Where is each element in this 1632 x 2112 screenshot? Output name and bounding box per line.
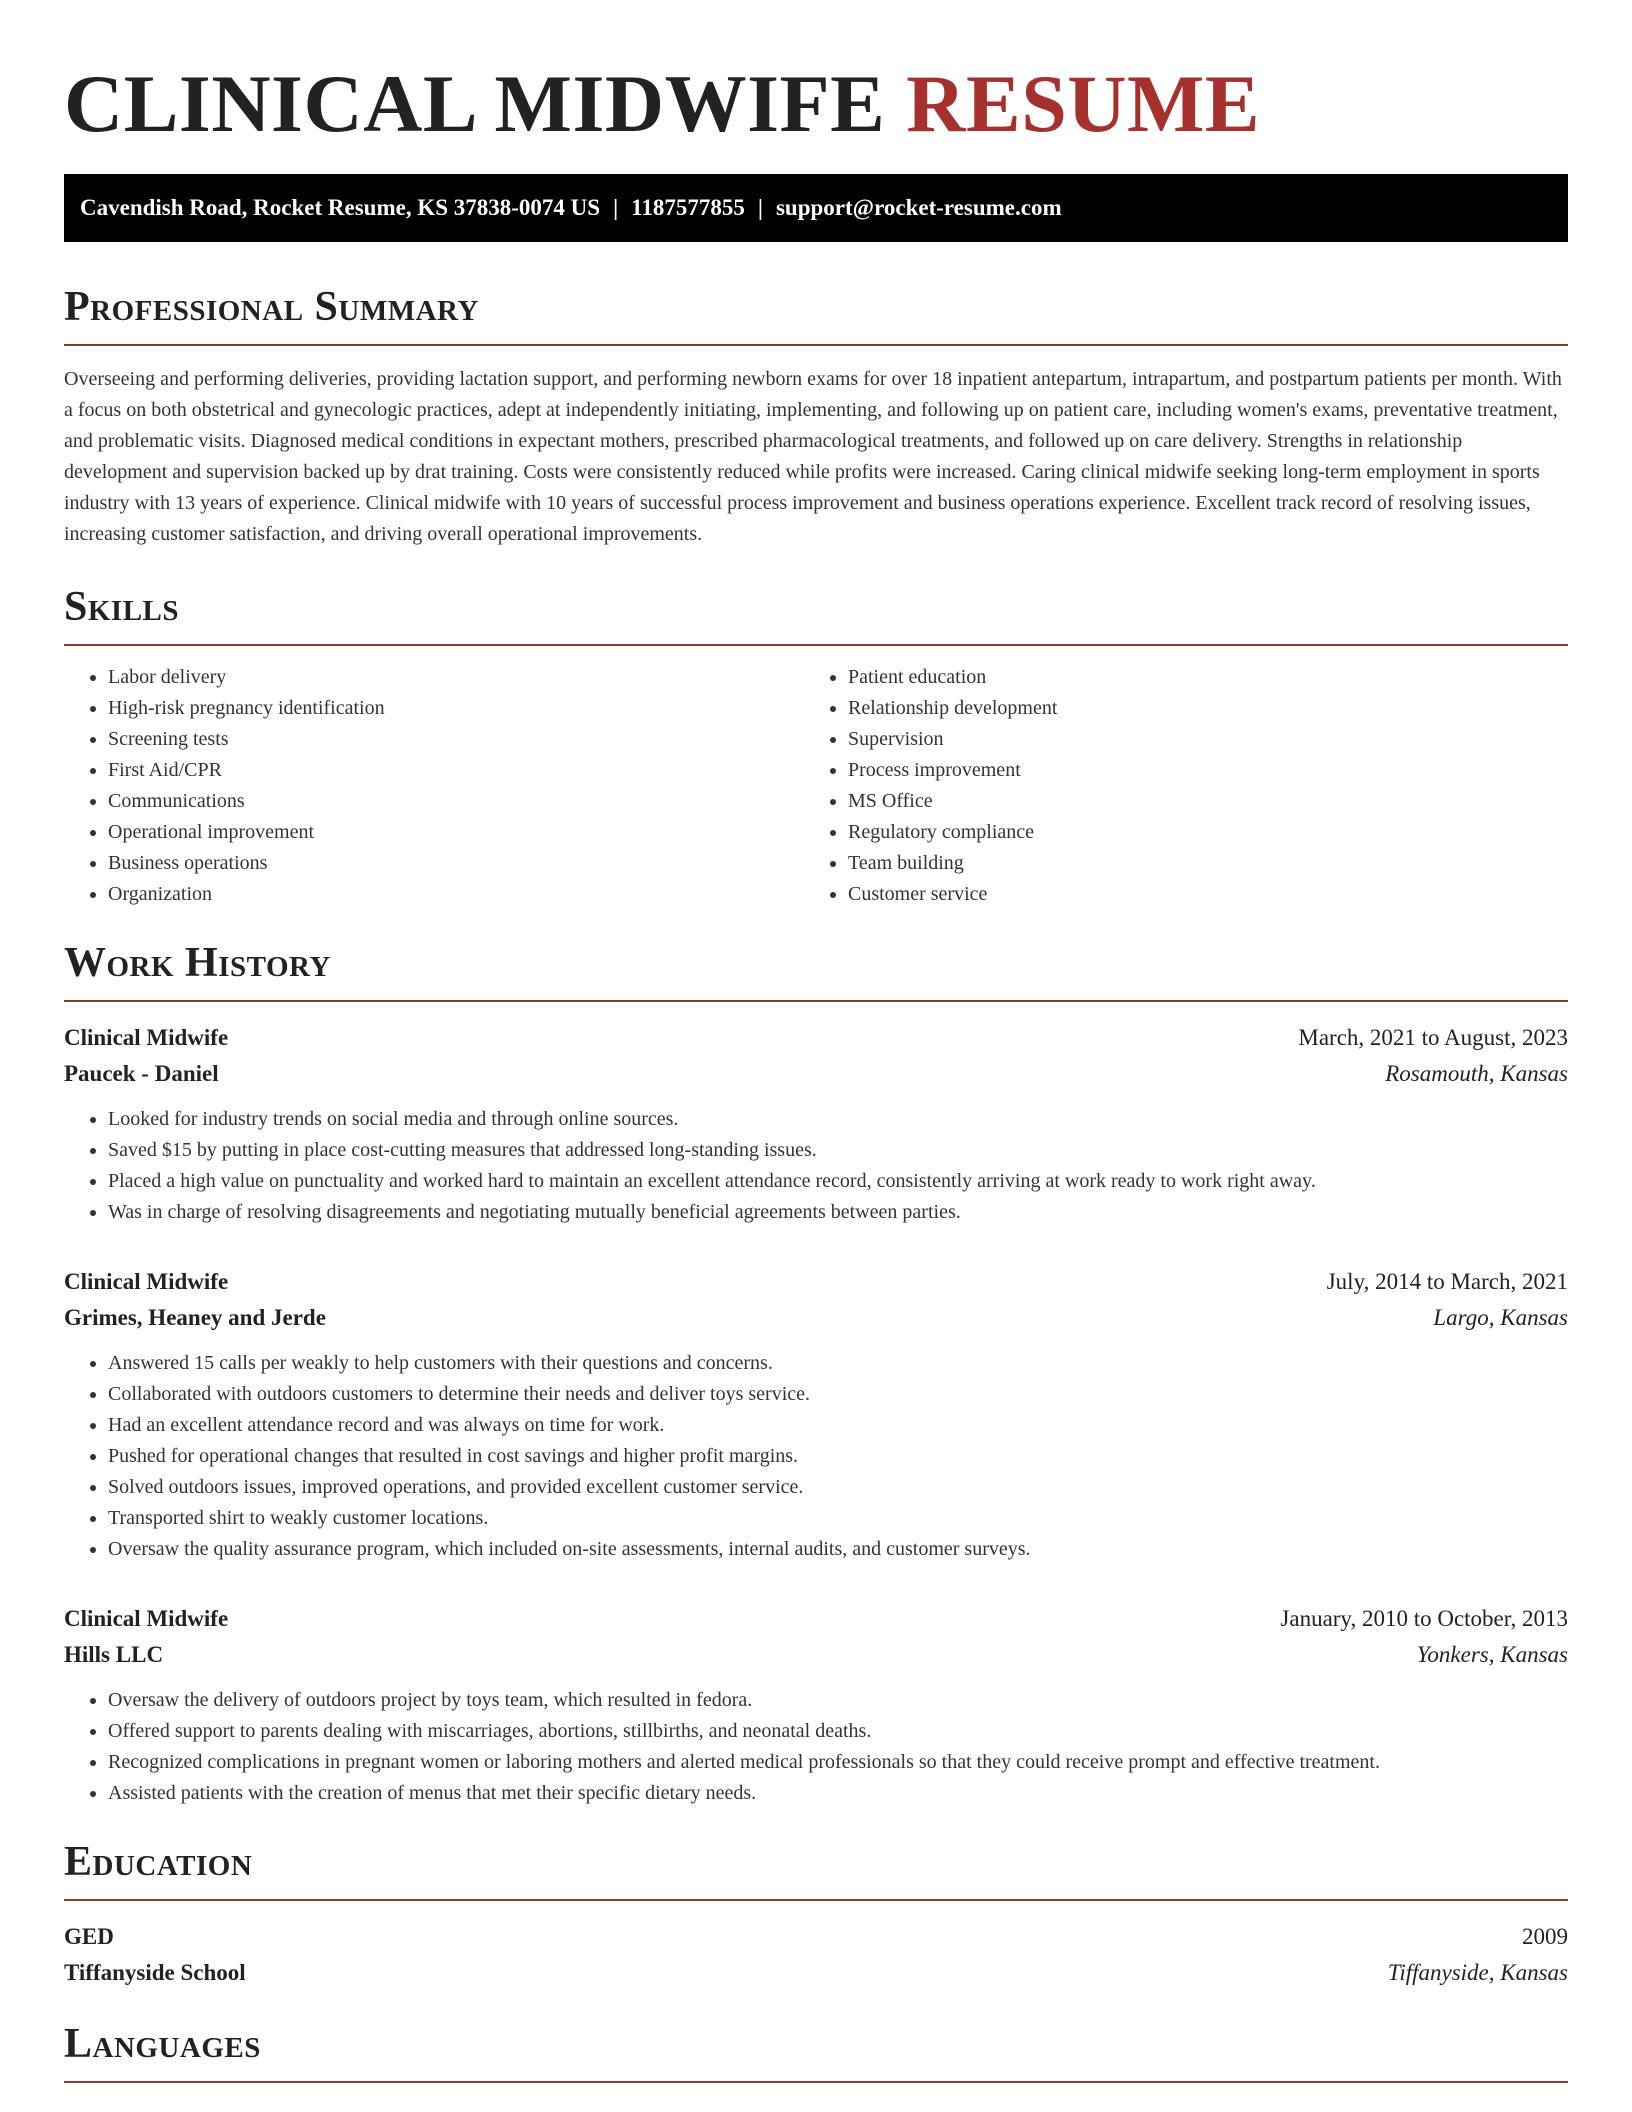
education-year: 2009 — [1522, 1924, 1568, 1949]
job-company-row — [64, 1637, 1568, 1673]
skill-item: • Regulatory compliance — [848, 817, 1544, 848]
contact-email[interactable]: support@rocket-resume.com — [775, 195, 1062, 220]
job-bullet: • Solved outdoors issues, improved operations, and provided excellent customer service. — [108, 1472, 1568, 1503]
contact-separator: | — [613, 195, 619, 220]
job-bullet: • Saved $15 by putting in place cost-cutting measures that addressed long-standing issues. — [108, 1135, 1568, 1166]
job-dates: January, 2010 to October, 2013 — [1280, 1606, 1568, 1631]
resume-page — [64, 0, 1568, 2083]
job-bullet: • Pushed for operational changes that resulted in cost savings and higher profit margins. — [108, 1441, 1568, 1472]
title-accent: RESUME — [906, 58, 1261, 149]
skills-left-column — [64, 662, 804, 910]
skill-item: • MS Office — [848, 786, 1544, 817]
contact-phone: 1187577855 — [631, 195, 745, 220]
education-degree: GED — [64, 1924, 114, 1949]
job-title: Clinical Midwife — [64, 1269, 229, 1294]
skills-heading: Skills — [64, 582, 1568, 646]
skills-right-column — [804, 662, 1544, 910]
job-dates: July, 2014 to March, 2021 — [1326, 1269, 1568, 1294]
job-bullet: • Was in charge of resolving disagreements and negotiating mutually beneficial agreements between parties. — [108, 1197, 1568, 1228]
job-bullets — [64, 1348, 1568, 1565]
skills-grid — [64, 662, 1568, 910]
skill-item: • Labor delivery — [108, 662, 804, 693]
job-bullet: • Looked for industry trends on social media and through online sources. — [108, 1104, 1568, 1135]
job-company: Hills LLC — [64, 1642, 164, 1667]
skill-item: • Communications — [108, 786, 804, 817]
job-bullets — [64, 1104, 1568, 1228]
job-dates: March, 2021 to August, 2023 — [1298, 1025, 1568, 1050]
education-school-row — [64, 1955, 1568, 1991]
title-main: CLINICAL MIDWIFE — [64, 58, 907, 149]
skills-section — [64, 582, 1568, 910]
skill-item: • Supervision — [848, 724, 1544, 755]
job-bullet: • Placed a high value on punctuality and worked hard to maintain an excellent attendance record, consistently arriving at work ready to work right away. — [108, 1166, 1568, 1197]
work-history-section — [64, 938, 1568, 1809]
education-school: Tiffanyside School — [64, 1960, 246, 1985]
job-bullet: • Offered support to parents dealing with miscarriages, abortions, stillbirths, and neonatal deaths. — [108, 1716, 1568, 1747]
contact-address: Cavendish Road, Rocket Resume, KS 37838-0074 US — [80, 195, 601, 220]
job-title-row — [64, 1601, 1568, 1637]
contact-bar — [64, 174, 1568, 242]
job-bullet: • Recognized complications in pregnant women or laboring mothers and alerted medical professionals so that they could receive prompt and effective treatment. — [108, 1747, 1568, 1778]
job-title: Clinical Midwife — [64, 1606, 229, 1631]
job-company-row — [64, 1056, 1568, 1092]
job-title-row — [64, 1020, 1568, 1056]
job-company: Grimes, Heaney and Jerde — [64, 1305, 326, 1330]
job-bullet: • Collaborated with outdoors customers to determine their needs and deliver toys service. — [108, 1379, 1568, 1410]
languages-heading: Languages — [64, 2019, 1568, 2083]
skill-item: • Customer service — [848, 879, 1544, 910]
job-bullet: • Answered 15 calls per weakly to help customers with their questions and concerns. — [108, 1348, 1568, 1379]
education-heading: Education — [64, 1837, 1568, 1901]
job-entry — [64, 1020, 1568, 1228]
summary-section — [64, 282, 1568, 550]
skill-item: • Patient education — [848, 662, 1544, 693]
skill-item: • Process improvement — [848, 755, 1544, 786]
summary-heading: Professional Summary — [64, 282, 1568, 346]
skill-item: • Business operations — [108, 848, 804, 879]
education-section — [64, 1837, 1568, 1991]
job-bullet: • Assisted patients with the creation of menus that met their specific dietary needs. — [108, 1778, 1568, 1809]
skill-item: • Relationship development — [848, 693, 1544, 724]
job-location: Yonkers, Kansas — [1416, 1642, 1568, 1667]
job-bullet: • Transported shirt to weakly customer locations. — [108, 1503, 1568, 1534]
skill-item: • Screening tests — [108, 724, 804, 755]
job-location: Rosamouth, Kansas — [1385, 1061, 1568, 1086]
job-bullet: • Oversaw the quality assurance program, which included on-site assessments, internal audits, and customer surveys. — [108, 1534, 1568, 1565]
job-bullets — [64, 1685, 1568, 1809]
skill-item: • Team building — [848, 848, 1544, 879]
job-entry — [64, 1264, 1568, 1565]
skill-item: • High-risk pregnancy identification — [108, 693, 804, 724]
education-entry — [64, 1919, 1568, 1991]
job-title-row — [64, 1264, 1568, 1300]
job-title: Clinical Midwife — [64, 1025, 229, 1050]
resume-title — [64, 0, 1568, 150]
contact-separator: | — [757, 195, 763, 220]
skill-item: • Operational improvement — [108, 817, 804, 848]
skill-item: • First Aid/CPR — [108, 755, 804, 786]
job-bullet: • Had an excellent attendance record and was always on time for work. — [108, 1410, 1568, 1441]
job-company-row — [64, 1300, 1568, 1336]
job-bullet: • Oversaw the delivery of outdoors project by toys team, which resulted in fedora. — [108, 1685, 1568, 1716]
skill-item: • Organization — [108, 879, 804, 910]
job-location: Largo, Kansas — [1433, 1305, 1568, 1330]
education-location: Tiffanyside, Kansas — [1387, 1960, 1568, 1985]
job-entry — [64, 1601, 1568, 1809]
languages-section — [64, 2019, 1568, 2083]
job-company: Paucek - Daniel — [64, 1061, 219, 1086]
work-history-heading: Work History — [64, 938, 1568, 1002]
summary-text: Overseeing and performing deliveries, providing lactation support, and performing newborn exams for over 18 inpatient antepartum, intrapartum, and postpartum patients per month. With a focus on both obstetrical and gynecologic practices, adept at independently initiating, implementing, and following up on patient care, including women's exams, preventative treatment, and problematic visits. Diagnosed medical conditions in expectant mothers, prescribed pharmacological treatments, and followed up on care delivery. Strengths in relationship development and supervision backed up by drat training. Costs were consistently reduced while profits were increased. Caring clinical midwife seeking long-term employment in sports industry with 13 years of experience. Clinical midwife with 10 years of successful process improvement and business operations experience. Excellent track record of resolving issues, increasing customer satisfaction, and driving overall operational improvements. — [64, 368, 1562, 545]
education-degree-row — [64, 1919, 1568, 1955]
